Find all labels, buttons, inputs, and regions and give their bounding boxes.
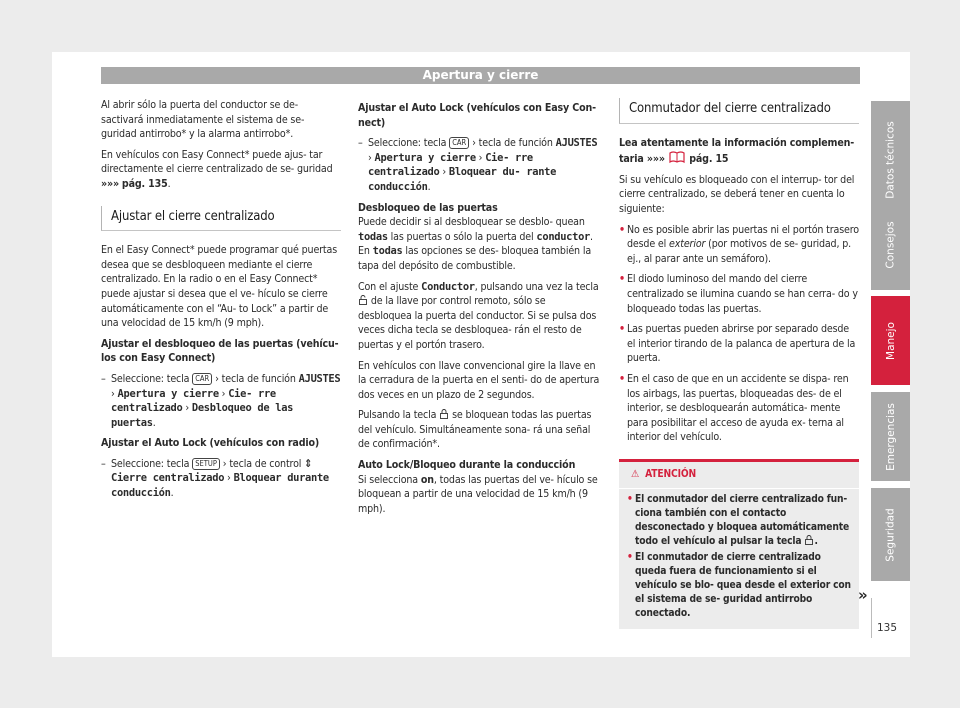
warning-item: • El conmutador del cierre centralizado fun- ciona también con el contacto desconectado y bloquea automáticamente todo el vehículo al pulsar la tecla . xyxy=(627,493,850,547)
side-tab-emergencias[interactable]: Emergencias xyxy=(871,392,910,481)
paragraph: En el Easy Connect* puede programar qué puertas desea que se desbloqueen mediante el cierre centralizado. En la radio o en el Easy Connect* puede ajustar si desea que el ve- hículo se cierre automáticamente con el “Au- to Lock” a partir de una velocidad de 15 km/h (9 mph). xyxy=(101,244,338,330)
subheading: Ajustar el Auto Lock (vehículos con Easy Con- nect) xyxy=(358,102,596,129)
page-header: Apertura y cierre xyxy=(101,67,860,84)
reference-arrows: »»» xyxy=(101,177,120,190)
paragraph: Puede decidir si al desbloquear se desblo- quean todas las puertas o sólo la puerta del conductor. En todas las opciones se des- bloquea también la tapa del depósito de combustible. xyxy=(358,216,593,272)
menu-path: Apertura y cierre xyxy=(117,387,219,400)
menu-path: AJUSTES xyxy=(298,372,341,385)
menu-path: Desbloqueo de las puertas xyxy=(111,402,294,429)
list-item: • No es posible abrir las puertas ni el portón trasero desde el exterior (por motivos de se- guridad, p. ej., al parar ante un semáforo). xyxy=(619,223,859,265)
up-down-arrows-icon: ⇕ xyxy=(304,457,312,470)
list-item: • En el caso de que en un accidente se dispa- ren los airbags, las puertas, bloqueadas des- de el interior, se desbloquearán automática- mente para posibilitar el acceso de ayuda ex- terna al interior del vehículo. xyxy=(619,372,849,444)
paragraph: En vehículos con llave convencional gire la llave en la cerradura de la puerta en el senti- do de apertura dos veces en un plazo de 2 segundos. xyxy=(358,359,600,401)
side-tab-consejos[interactable]: Consejos xyxy=(871,200,910,290)
page-number-divider xyxy=(871,598,872,638)
instruction-step: – Seleccione: tecla CAR › tecla de función AJUSTES › Apertura y cierre › Cie- rre centralizado › Desbloqueo de las puertas. xyxy=(101,372,341,429)
menu-path: Cierre centralizado xyxy=(111,472,225,485)
lock-icon xyxy=(805,535,813,545)
instruction-step: – Seleccione: tecla SETUP › tecla de control ⇕ Cierre centralizado › Bloquear durante conducción. xyxy=(101,457,329,500)
warning-title: ⚠ ATENCIÓN xyxy=(619,462,859,489)
unlock-icon xyxy=(359,295,367,305)
paragraph: Si su vehículo es bloqueado con el interrup- tor del cierre centralizado, se deberá tener en cuenta lo siguiente: xyxy=(619,173,855,215)
menu-path: Bloquear du- rante conducción xyxy=(368,166,557,193)
continue-arrow-icon: » xyxy=(858,586,868,604)
lock-icon xyxy=(440,409,448,419)
subheading: Ajustar el desbloqueo de las puertas (vehícu- los con Easy Connect) xyxy=(101,337,339,365)
page-reference-link[interactable]: pág. 15 xyxy=(689,153,729,166)
car-key-icon: CAR xyxy=(449,137,469,149)
paragraph: Al abrir sólo la puerta del conductor se de- sactivará inmediatamente el sistema de se- guridad antirrobo* y la alarma antirrobo*. xyxy=(101,99,305,141)
warning-icon: ⚠ xyxy=(631,468,640,480)
reference-arrows: »»» xyxy=(646,153,665,166)
menu-path: Cie- rre centralizado xyxy=(111,387,276,415)
subheading: Ajustar el Auto Lock (vehículos con radio) xyxy=(101,437,320,450)
list-item: • El diodo luminoso del mando del cierre centralizado se ilumina cuando se han cerra- do y bloqueado todas las puertas. xyxy=(619,273,858,315)
menu-path: Bloquear durante conducción xyxy=(111,472,329,500)
book-reference-icon xyxy=(668,150,686,164)
warning-item: • El conmutador de cierre centralizado queda fuera de funcionamiento si el vehículo se blo- quea desde el exterior con el sistema de se- guridad antirrobo conectado. xyxy=(627,551,851,619)
section-heading: Ajustar el cierre centralizado xyxy=(101,206,341,232)
column-middle xyxy=(358,101,602,522)
column-right xyxy=(619,98,859,629)
paragraph: Si selecciona on, todas las puertas del ve- hículo se bloquean a partir de una velocidad de 15 km/h (9 mph). xyxy=(358,473,598,515)
intro-paragraph: Lea atentamente la información complemen- taria »»» pág. 15 xyxy=(619,136,855,166)
column-left xyxy=(101,98,341,507)
side-tab-manejo[interactable]: Manejo xyxy=(871,296,910,385)
instruction-step: – Seleccione: tecla CAR › tecla de función AJUSTES › Apertura y cierre › Cie- rre centralizado › Bloquear du- rante conducción. xyxy=(358,137,598,193)
page-reference-link[interactable]: pág. 135 xyxy=(121,177,168,190)
section-heading: Conmutador del cierre centralizado xyxy=(619,98,859,124)
list-item: • Las puertas pueden abrirse por separado desde el interior tirando de la palanca de apertura de la puerta. xyxy=(619,323,856,365)
setup-key-icon: SETUP xyxy=(192,458,220,470)
subheading: Auto Lock/Bloqueo durante la conducción xyxy=(358,459,576,472)
menu-path: Apertura y cierre xyxy=(374,151,476,164)
side-tab-datos-tecnicos[interactable]: Datos técnicos xyxy=(871,101,910,219)
side-tab-seguridad[interactable]: Seguridad xyxy=(871,488,910,581)
car-key-icon: CAR xyxy=(192,373,212,385)
warning-box xyxy=(619,459,859,629)
subheading: Desbloqueo de las puertas xyxy=(358,201,498,214)
paragraph: Con el ajuste Conductor, pulsando una vez la tecla de la llave por control remoto, sólo se desbloquea la puerta del conductor. Si se pulsa dos veces dicha tecla se desbloquea- rán el resto de puertas y el portón trasero. xyxy=(358,280,599,351)
menu-path: Cie- rre centralizado xyxy=(368,151,533,179)
paragraph: Pulsando la tecla se bloquean todas las puertas del vehículo. Simultáneamente sona- rá una señal de confirmación*. xyxy=(358,409,592,451)
menu-path: AJUSTES xyxy=(555,137,598,150)
paragraph: En vehículos con Easy Connect* puede ajus- tar directamente el cierre centralizado de se- guridad »»» pág. 135. xyxy=(101,148,333,190)
page-number: 135 xyxy=(877,622,898,634)
